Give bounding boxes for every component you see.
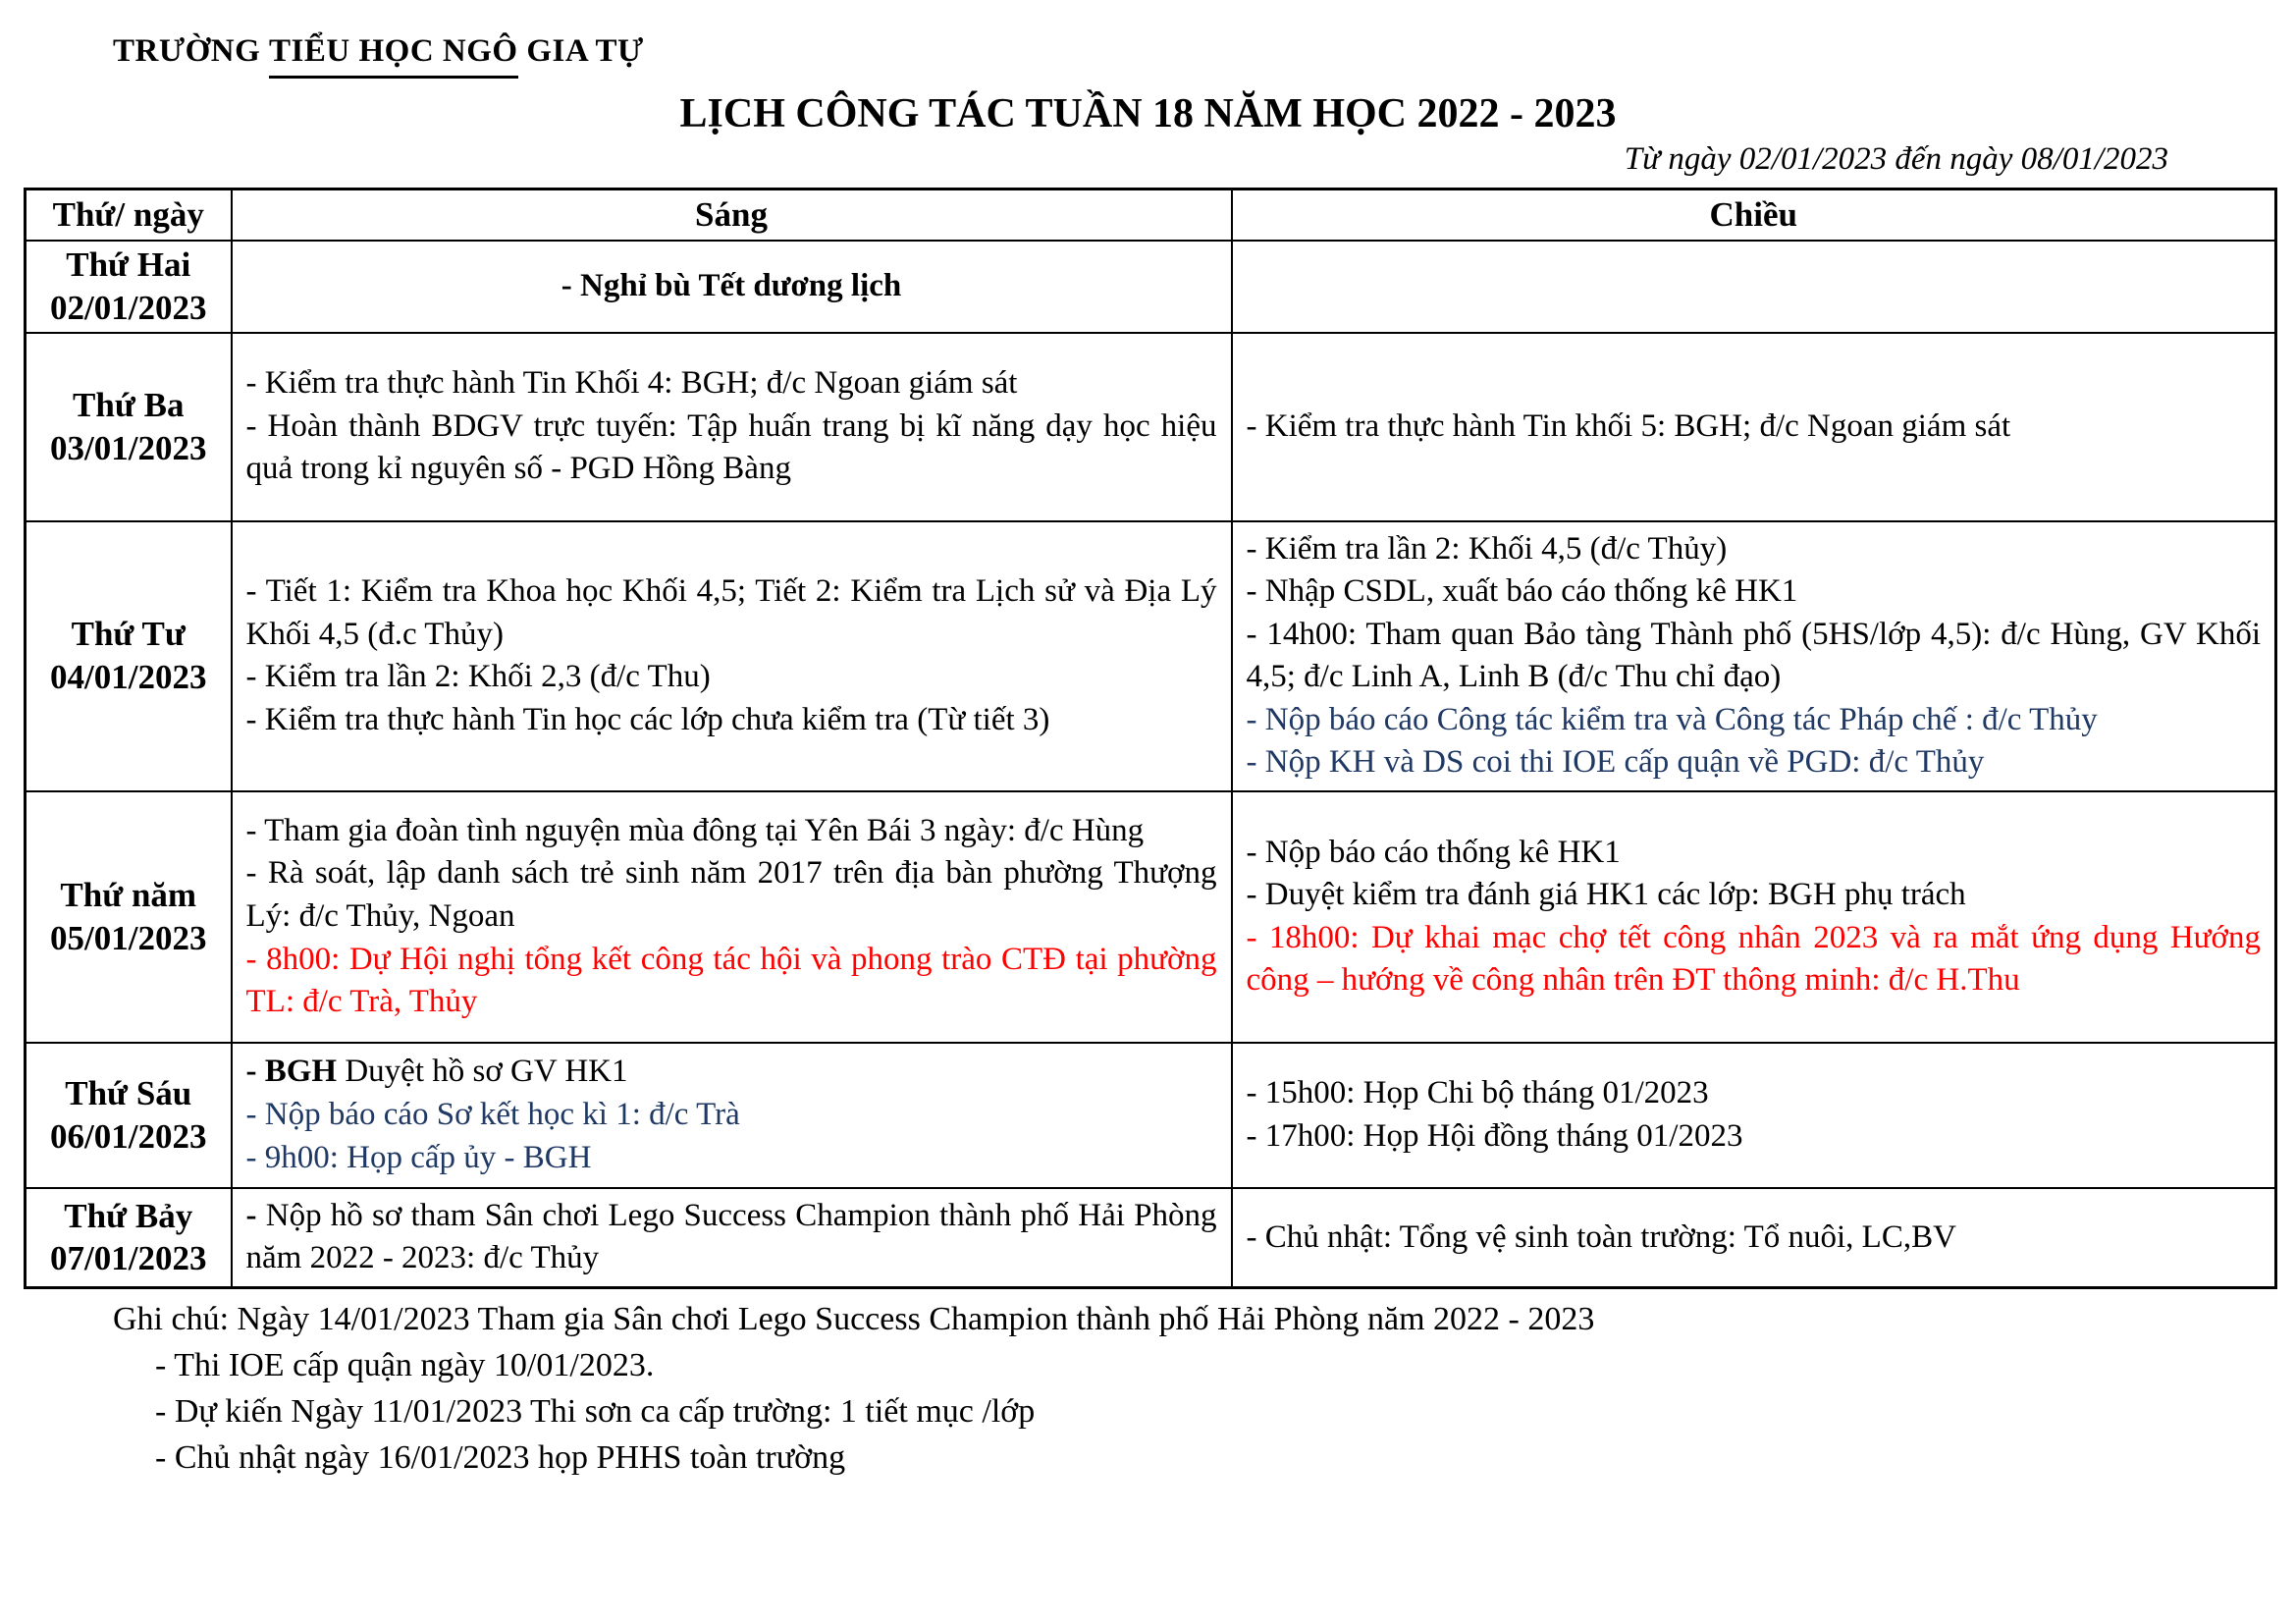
day-date: 05/01/2023 bbox=[50, 918, 207, 957]
schedule-item: - Duyệt kiểm tra đánh giá HK1 các lớp: BGH phụ trách bbox=[1246, 877, 1966, 913]
day-date: 06/01/2023 bbox=[50, 1116, 207, 1156]
afternoon-cell bbox=[1232, 333, 2276, 521]
schedule-item: - 18h00: Dự khai mạc chợ tết công nhân 2023 và ra mắt ứng dụng Hướng công – hướng về công nhân trên ĐT thông minh: đ/c H.Thu bbox=[1246, 919, 2261, 999]
page-title: LỊCH CÔNG TÁC TUẦN 18 NĂM HỌC 2022 - 2023 bbox=[679, 91, 1617, 136]
schedule-item: - BGH Duyệt hồ sơ GV HK1 bbox=[245, 1054, 628, 1090]
day-label: Thứ năm bbox=[60, 876, 197, 915]
schedule-item: - Nhập CSDL, xuất báo cáo thống kê HK1 bbox=[1246, 573, 1798, 610]
school-name-suffix: GIA TỰ bbox=[517, 33, 644, 69]
column-header-morning: Sáng bbox=[232, 189, 1232, 242]
schedule-item: - Nộp báo cáo thống kê HK1 bbox=[1246, 834, 1621, 870]
schedule-item: - Rà soát, lập danh sách trẻ sinh năm 2017 trên địa bàn phường Thượng Lý: đ/c Thủy, Ngoan bbox=[245, 855, 1217, 934]
schedule-item: - 8h00: Dự Hội nghị tổng kết công tác hội và phong trào CTĐ tại phường TL: đ/c Trà, Thủy bbox=[245, 941, 1217, 1020]
schedule-item: - Kiểm tra thực hành Tin học các lớp chưa kiểm tra (Từ tiết 3) bbox=[245, 701, 1050, 737]
day-cell bbox=[26, 791, 232, 1043]
table-row bbox=[26, 1043, 2276, 1188]
schedule-item: - Nộp KH và DS coi thi IOE cấp quận về PGD: đ/c Thủy bbox=[1246, 744, 1985, 781]
schedule-item: - Tiết 1: Kiểm tra Khoa học Khối 4,5; Tiết 2: Kiểm tra Lịch sử và Địa Lý Khối 4,5 (đ.c Thủy) bbox=[245, 573, 1217, 652]
day-date: 02/01/2023 bbox=[50, 288, 207, 327]
day-label: Thứ Sáu bbox=[65, 1074, 192, 1113]
schedule-item: - Nộp báo cáo Công tác kiểm tra và Công tác Pháp chế : đ/c Thủy bbox=[1246, 701, 2098, 737]
afternoon-cell bbox=[1232, 791, 2276, 1043]
schedule-table bbox=[24, 188, 2277, 1289]
item-bold-prefix: - BGH bbox=[245, 1054, 346, 1090]
morning-cell bbox=[232, 1188, 1232, 1288]
notes-section bbox=[0, 1297, 2296, 1482]
schedule-item: - Kiểm tra thực hành Tin khối 5: BGH; đ/c Ngoan giám sát bbox=[1246, 407, 2011, 444]
schedule-item: - Nộp báo cáo Sơ kết học kì 1: đ/c Trà bbox=[245, 1097, 740, 1132]
school-name-underlined: TIỂU HỌC NGÔ bbox=[269, 33, 518, 79]
schedule-table-body bbox=[26, 241, 2276, 1287]
day-date: 03/01/2023 bbox=[50, 428, 207, 467]
schedule-item: - 17h00: Họp Hội đồng tháng 01/2023 bbox=[1246, 1117, 1743, 1154]
schedule-item: - Nghỉ bù Tết dương lịch bbox=[561, 267, 902, 303]
day-cell bbox=[26, 1188, 232, 1288]
table-row bbox=[26, 791, 2276, 1043]
day-label: Thứ Tư bbox=[71, 615, 186, 654]
day-label: Thứ Bảy bbox=[64, 1196, 193, 1235]
schedule-item: - Kiểm tra thực hành Tin Khối 4: BGH; đ/c Ngoan giám sát bbox=[245, 365, 1018, 402]
header-row bbox=[26, 189, 2276, 242]
morning-cell bbox=[232, 521, 1232, 791]
day-cell bbox=[26, 1043, 232, 1188]
note-item: - Chủ nhật ngày 16/01/2023 họp PHHS toàn trường bbox=[155, 1438, 846, 1476]
table-row bbox=[26, 333, 2276, 521]
day-cell bbox=[26, 241, 232, 333]
column-header-afternoon: Chiều bbox=[1232, 189, 2276, 242]
morning-cell bbox=[232, 1043, 1232, 1188]
notes-heading: Ghi chú: Ngày 14/01/2023 Tham gia Sân chơi Lego Success Champion thành phố Hải Phòng năm 2022 - 2023 bbox=[113, 1300, 1595, 1337]
schedule-item: - 9h00: Họp cấp ủy - BGH bbox=[245, 1139, 592, 1175]
schedule-item: - 15h00: Họp Chi bộ tháng 01/2023 bbox=[1246, 1075, 1709, 1111]
table-row bbox=[26, 521, 2276, 791]
afternoon-cell bbox=[1232, 1043, 2276, 1188]
schedule-item: - Chủ nhật: Tổng vệ sinh toàn trường: Tổ nuôi, LC,BV bbox=[1246, 1218, 1956, 1255]
morning-cell bbox=[232, 241, 1232, 333]
afternoon-cell bbox=[1232, 241, 2276, 333]
table-row bbox=[26, 1188, 2276, 1288]
morning-cell bbox=[232, 791, 1232, 1043]
afternoon-cell bbox=[1232, 521, 2276, 791]
note-item: - Thi IOE cấp quận ngày 10/01/2023. bbox=[155, 1346, 655, 1383]
item-bold-prefix: - bbox=[245, 1197, 266, 1233]
schedule-item: - Kiểm tra lần 2: Khối 4,5 (đ/c Thủy) bbox=[1246, 530, 1728, 567]
schedule-item: - Kiểm tra lần 2: Khối 2,3 (đ/c Thu) bbox=[245, 659, 711, 695]
schedule-item: - Nộp hồ sơ tham Sân chơi Lego Success Champion thành phố Hải Phòng năm 2022 - 2023: đ/c Thủy bbox=[245, 1197, 1217, 1276]
day-date: 07/01/2023 bbox=[50, 1239, 207, 1278]
schedule-item: - 14h00: Tham quan Bảo tàng Thành phố (5HS/lớp 4,5): đ/c Hùng, GV Khối 4,5; đ/c Linh A, Linh B (đ/c Thu chỉ đạo) bbox=[1246, 616, 2261, 695]
date-range: Từ ngày 02/01/2023 đến ngày 08/01/2023 bbox=[1624, 141, 2168, 177]
column-header-day: Thứ/ ngày bbox=[26, 189, 232, 242]
school-name bbox=[113, 33, 2296, 79]
schedule-item: - Hoàn thành BDGV trực tuyến: Tập huấn trang bị kĩ năng dạy học hiệu quả trong kỉ nguyên số - PGD Hồng Bàng bbox=[245, 407, 1217, 487]
day-cell bbox=[26, 333, 232, 521]
day-cell bbox=[26, 521, 232, 791]
day-label: Thứ Hai bbox=[66, 245, 191, 284]
afternoon-cell bbox=[1232, 1188, 2276, 1288]
day-date: 04/01/2023 bbox=[50, 658, 207, 697]
morning-cell bbox=[232, 333, 1232, 521]
schedule-item: - Tham gia đoàn tình nguyện mùa đông tại Yên Bái 3 ngày: đ/c Hùng bbox=[245, 812, 1145, 848]
schedule-table-header bbox=[26, 189, 2276, 242]
table-row bbox=[26, 241, 2276, 333]
note-item: - Dự kiến Ngày 11/01/2023 Thi sơn ca cấp trường: 1 tiết mục /lớp bbox=[155, 1392, 1036, 1430]
day-label: Thứ Ba bbox=[73, 385, 185, 424]
school-name-prefix: TRƯỜNG bbox=[113, 33, 270, 69]
